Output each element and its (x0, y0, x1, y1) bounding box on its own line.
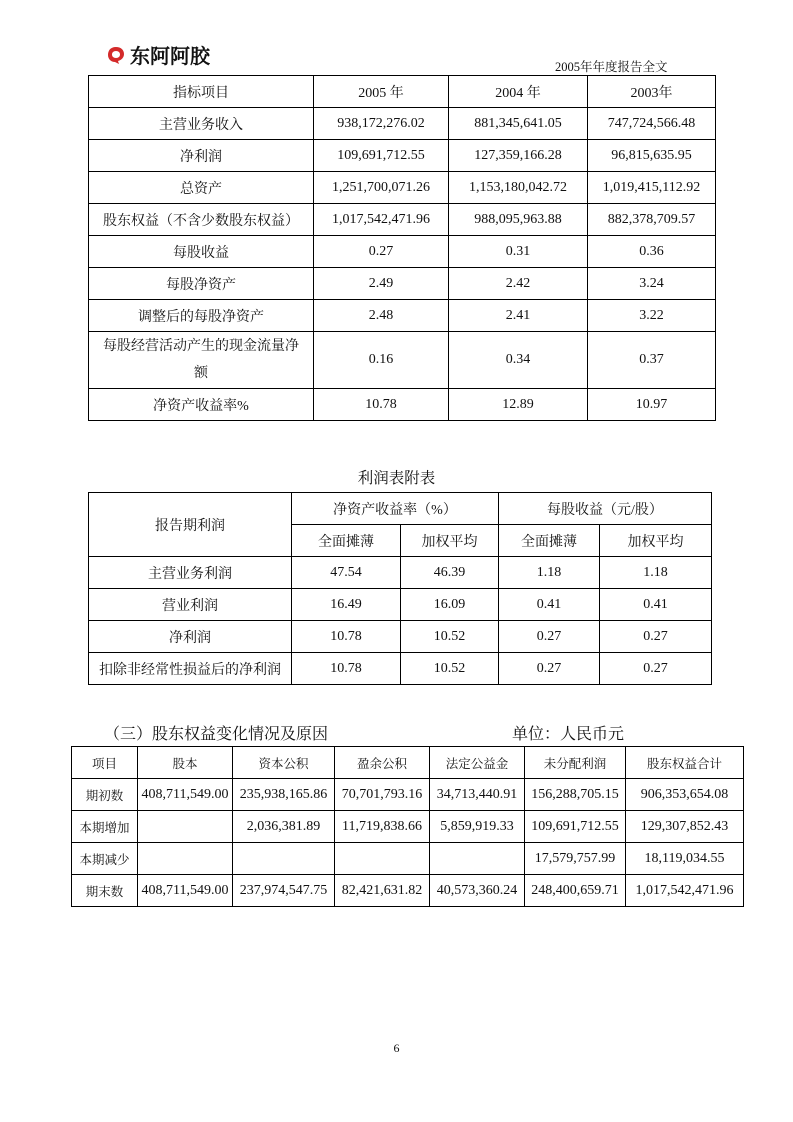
cell-value: 40,573,360.24 (430, 875, 525, 907)
cell-value: 3.24 (588, 268, 716, 300)
header-cell: 指标项目 (89, 76, 314, 108)
table-row (89, 236, 716, 268)
cell-value: 10.78 (314, 389, 449, 421)
row-label: 期末数 (72, 875, 138, 907)
cell-value: 0.41 (600, 589, 712, 621)
row-label: 每股净资产 (89, 268, 314, 300)
table-row (89, 140, 716, 172)
table-header-row (89, 76, 716, 108)
cell-value: 1,019,415,112.92 (588, 172, 716, 204)
cell-value: 1.18 (600, 557, 712, 589)
table-row (89, 108, 716, 140)
header-cell: 资本公积 (233, 747, 335, 779)
cell-value: 408,711,549.00 (138, 875, 233, 907)
currency-unit-label: 单位：人民币元 (512, 726, 625, 743)
row-label: 期初数 (72, 779, 138, 811)
cell-value: 0.27 (600, 621, 712, 653)
row-label: 营业利润 (89, 589, 292, 621)
equity-section-title: （三）股东权益变化情况及原因 (104, 726, 329, 743)
cell-value: 1,017,542,471.96 (314, 204, 449, 236)
cell-value: 0.16 (314, 332, 449, 389)
cell-value: 2.48 (314, 300, 449, 332)
cell-value: 0.27 (600, 653, 712, 685)
company-logo (106, 40, 210, 69)
row-label: 每股经营活动产生的现金流量净额 (89, 332, 314, 389)
cell-value: 235,938,165.86 (233, 779, 335, 811)
cell-value: 747,724,566.48 (588, 108, 716, 140)
cell-value: 34,713,440.91 (430, 779, 525, 811)
table-row (89, 589, 712, 621)
cell-value: 129,307,852.43 (626, 811, 744, 843)
cell-value: 2.41 (449, 300, 588, 332)
row-label: 主营业务利润 (89, 557, 292, 589)
cell-value: 16.09 (401, 589, 499, 621)
cell-value: 18,119,034.55 (626, 843, 744, 875)
profit-table-caption: 利润表附表 (357, 470, 436, 487)
cell-value: 70,701,793.16 (335, 779, 430, 811)
header-cell: 法定公益金 (430, 747, 525, 779)
row-label: 股东权益（不含少数股东权益） (89, 204, 314, 236)
key-indicators-table (88, 75, 716, 421)
cell-value: 17,579,757.99 (525, 843, 626, 875)
cell-value: 10.52 (401, 653, 499, 685)
report-title: 2005年年度报告全文 (555, 60, 668, 74)
cell-value: 881,345,641.05 (449, 108, 588, 140)
cell-value: 10.52 (401, 621, 499, 653)
cell-value: 2.49 (314, 268, 449, 300)
cell-value: 156,288,705.15 (525, 779, 626, 811)
cell-value: 408,711,549.00 (138, 779, 233, 811)
subheader-cell: 全面摊薄 (292, 525, 401, 557)
cell-value: 10.97 (588, 389, 716, 421)
header-cell: 报告期利润 (89, 493, 292, 557)
profit-supplement-table (88, 492, 712, 685)
cell-value: 10.78 (292, 621, 401, 653)
header-cell: 盈余公积 (335, 747, 430, 779)
table-row (89, 268, 716, 300)
header-cell: 项目 (72, 747, 138, 779)
cell-value (430, 843, 525, 875)
cell-value: 1,251,700,071.26 (314, 172, 449, 204)
cell-value: 96,815,635.95 (588, 140, 716, 172)
cell-value: 0.41 (499, 589, 600, 621)
subheader-cell: 加权平均 (600, 525, 712, 557)
row-label: 每股收益 (89, 236, 314, 268)
cell-value: 1,017,542,471.96 (626, 875, 744, 907)
cell-value: 3.22 (588, 300, 716, 332)
table-row (89, 621, 712, 653)
cell-value: 0.34 (449, 332, 588, 389)
cell-value: 882,378,709.57 (588, 204, 716, 236)
cell-value: 938,172,276.02 (314, 108, 449, 140)
cell-value (335, 843, 430, 875)
page-number: 6 (393, 1041, 400, 1055)
table-row (89, 557, 712, 589)
table-row (89, 172, 716, 204)
row-label: 主营业务收入 (89, 108, 314, 140)
cell-value: 12.89 (449, 389, 588, 421)
cell-value: 11,719,838.66 (335, 811, 430, 843)
group-header-cell: 净资产收益率（%） (292, 493, 499, 525)
table-row (89, 653, 712, 685)
cell-value: 2.42 (449, 268, 588, 300)
header-cell: 2005 年 (314, 76, 449, 108)
table-header-row (72, 747, 744, 779)
cell-value: 82,421,631.82 (335, 875, 430, 907)
cell-value (138, 811, 233, 843)
row-label: 净资产收益率% (89, 389, 314, 421)
table-row (72, 779, 744, 811)
row-label: 调整后的每股净资产 (89, 300, 314, 332)
header-cell: 2003年 (588, 76, 716, 108)
cell-value: 16.49 (292, 589, 401, 621)
cell-value: 0.27 (499, 653, 600, 685)
table-row (72, 843, 744, 875)
row-label: 净利润 (89, 140, 314, 172)
cell-value: 0.31 (449, 236, 588, 268)
cell-value: 46.39 (401, 557, 499, 589)
table-row (89, 389, 716, 421)
cell-value: 0.27 (499, 621, 600, 653)
logo-mark-icon (106, 45, 126, 65)
row-label: 净利润 (89, 621, 292, 653)
cell-value: 1,153,180,042.72 (449, 172, 588, 204)
header-cell: 股东权益合计 (626, 747, 744, 779)
table-header-row (89, 493, 712, 525)
table-row (89, 332, 716, 389)
logo-text: 东阿阿胶 (130, 44, 210, 68)
cell-value: 248,400,659.71 (525, 875, 626, 907)
table-row (72, 875, 744, 907)
cell-value: 127,359,166.28 (449, 140, 588, 172)
cell-value: 10.78 (292, 653, 401, 685)
equity-changes-table (71, 746, 744, 907)
cell-value: 906,353,654.08 (626, 779, 744, 811)
header-cell: 2004 年 (449, 76, 588, 108)
cell-value (138, 843, 233, 875)
cell-value: 5,859,919.33 (430, 811, 525, 843)
cell-value: 47.54 (292, 557, 401, 589)
subheader-cell: 全面摊薄 (499, 525, 600, 557)
row-label: 本期增加 (72, 811, 138, 843)
cell-value: 0.36 (588, 236, 716, 268)
cell-value: 109,691,712.55 (314, 140, 449, 172)
cell-value (233, 843, 335, 875)
header-cell: 股本 (138, 747, 233, 779)
cell-value: 0.27 (314, 236, 449, 268)
cell-value: 237,974,547.75 (233, 875, 335, 907)
row-label: 扣除非经常性损益后的净利润 (89, 653, 292, 685)
subheader-cell: 加权平均 (401, 525, 499, 557)
group-header-cell: 每股收益（元/股） (499, 493, 712, 525)
cell-value: 988,095,963.88 (449, 204, 588, 236)
header-cell: 未分配利润 (525, 747, 626, 779)
row-label: 本期减少 (72, 843, 138, 875)
cell-value: 109,691,712.55 (525, 811, 626, 843)
table-row (89, 300, 716, 332)
cell-value: 1.18 (499, 557, 600, 589)
table-row (89, 204, 716, 236)
cell-value: 2,036,381.89 (233, 811, 335, 843)
table-row (72, 811, 744, 843)
cell-value: 0.37 (588, 332, 716, 389)
row-label: 总资产 (89, 172, 314, 204)
